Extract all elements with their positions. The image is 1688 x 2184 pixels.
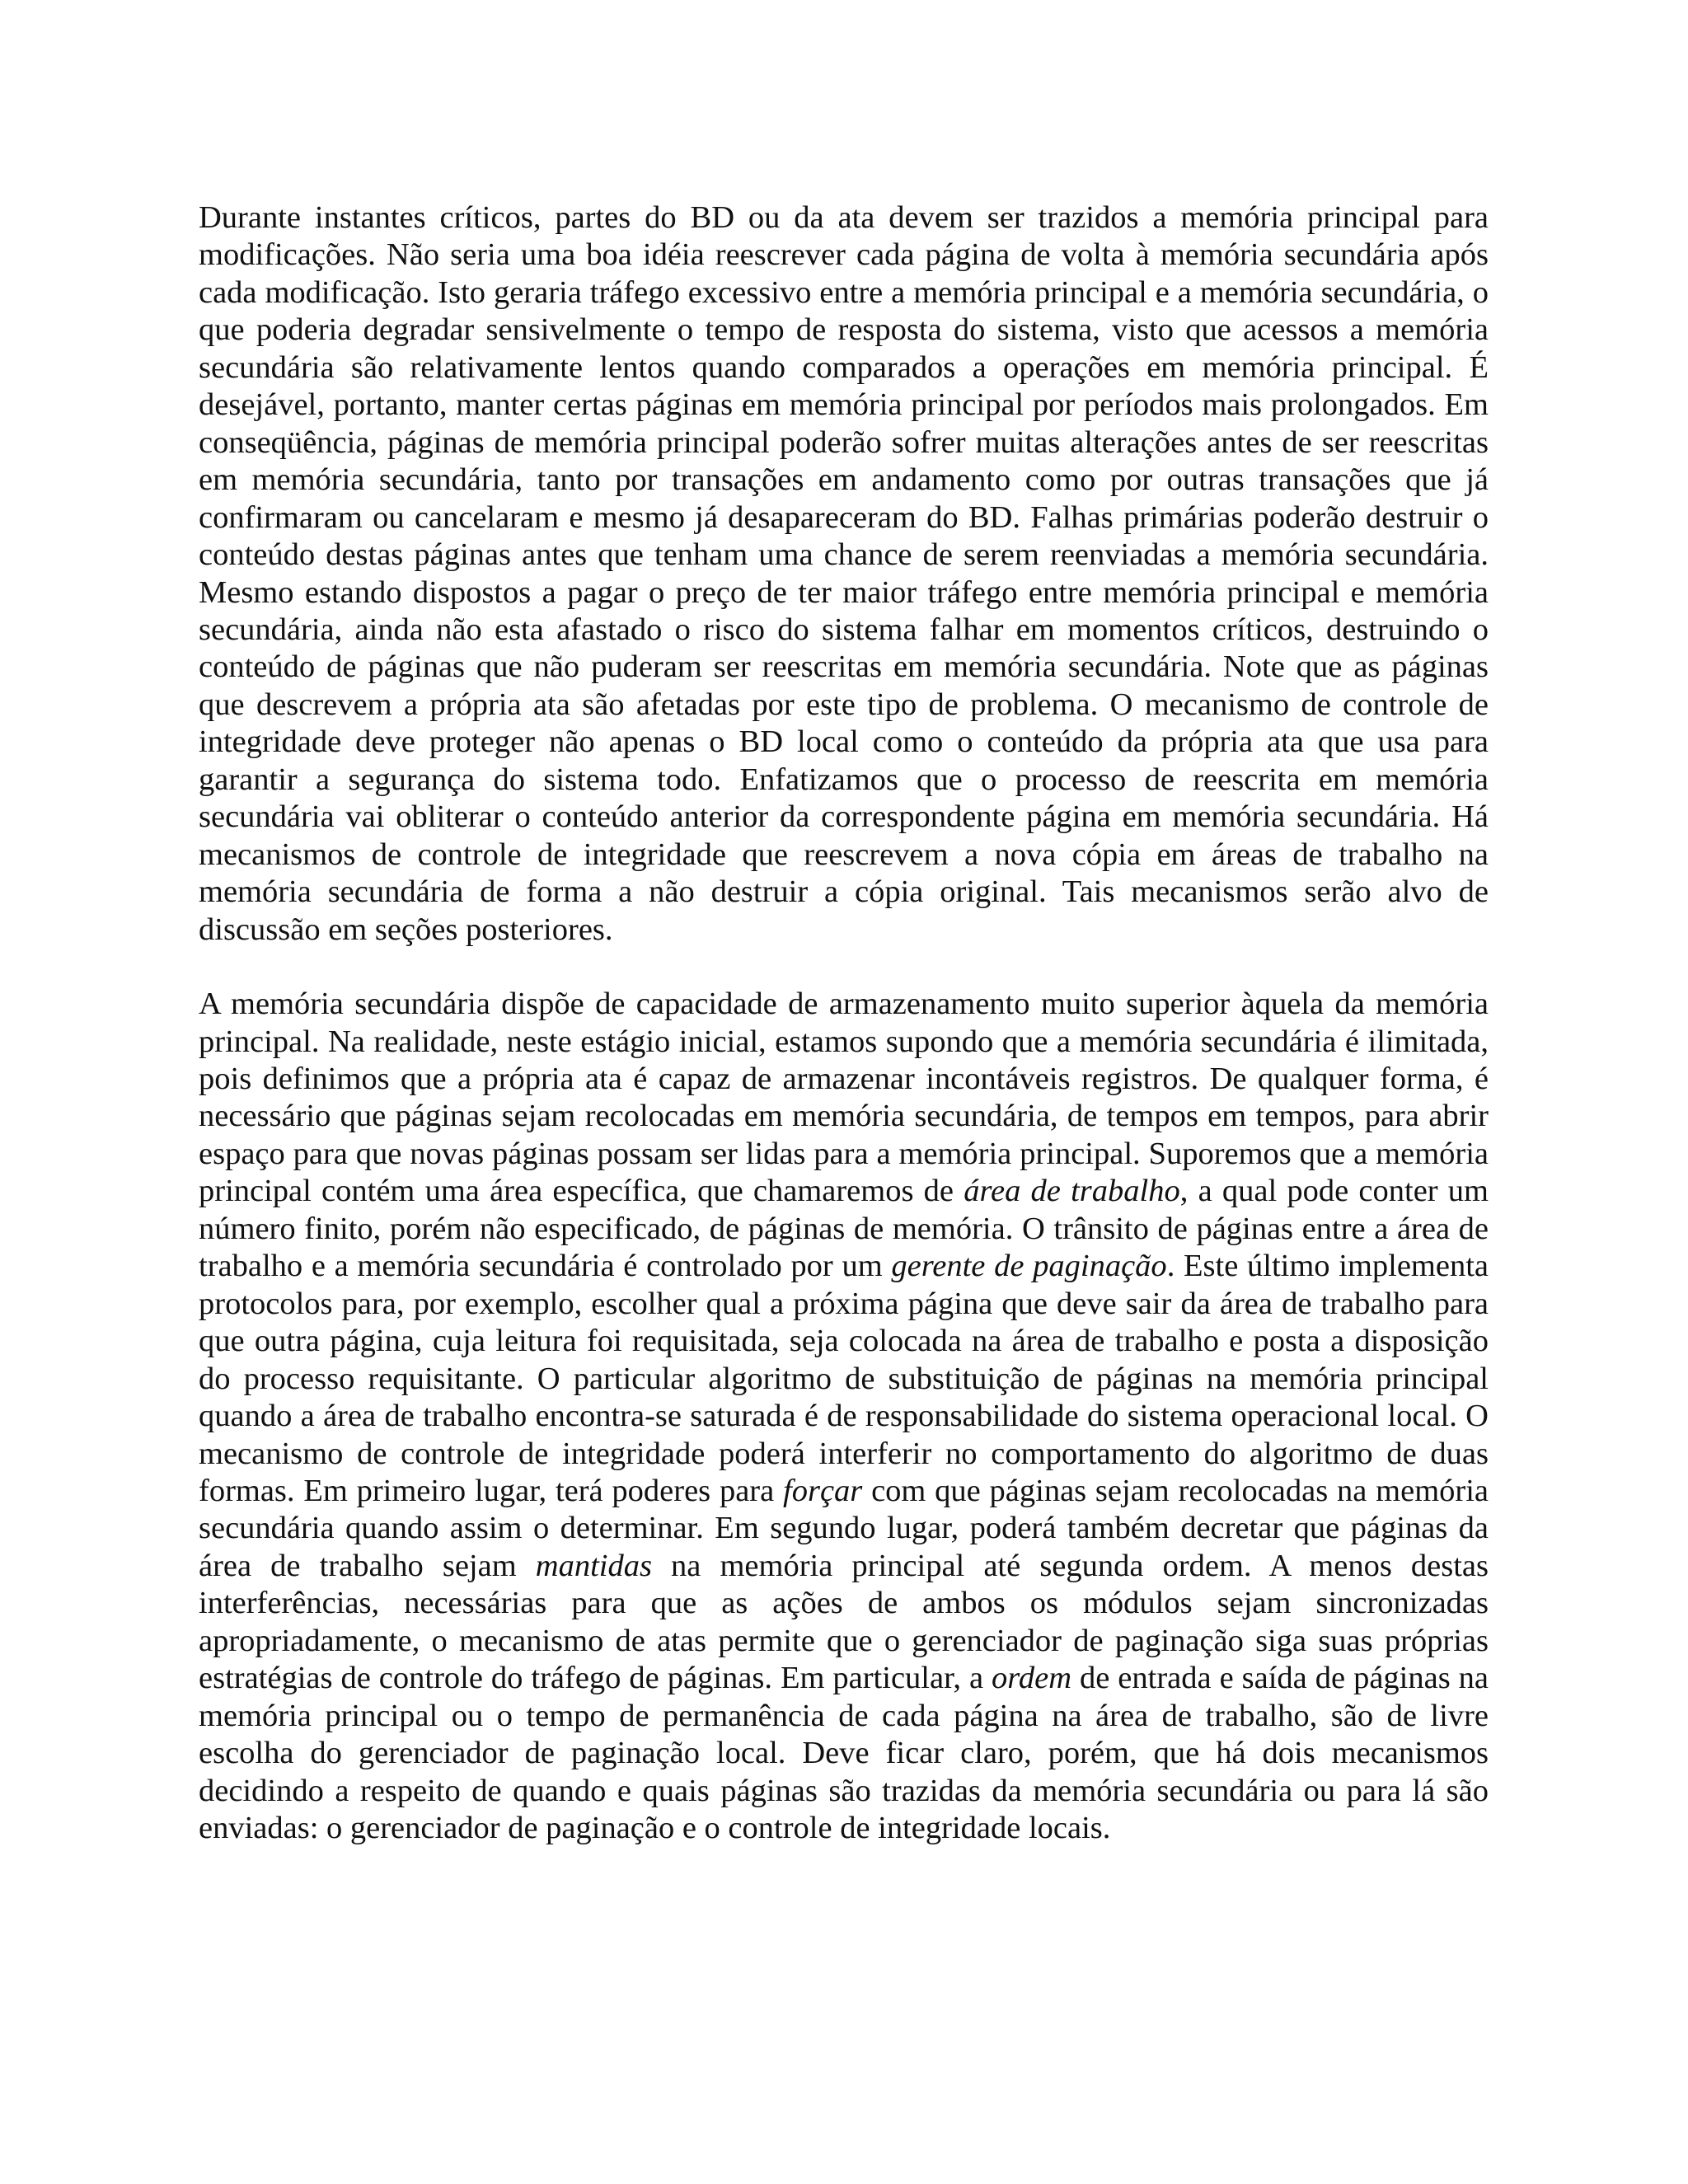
text-run: Durante instantes críticos, partes do BD ou da ata devem ser trazidos a memória principal para modificações. Não seria uma boa idéia reescrever cada página de volta à memória secundária após cada modificação. Isto geraria tráfego excessivo entre a memória principal e a memória secundária, o que poderia degradar sensivelmente o tempo de resposta do sistema, visto que acessos a memória secundária são relativamente lentos quando comparados a operações em memória principal. É desejável, portanto, manter certas páginas em memória principal por períodos mais prolongados. Em conseqüência, páginas de memória principal poderão sofrer muitas alterações antes de ser reescritas em memória secundária, tanto por transações em andamento como por outras transações que já confirmaram ou cancelaram e mesmo já desapareceram do BD. Falhas primárias poderão destruir o conteúdo destas páginas antes que tenham uma chance de serem reenviadas a memória secundária. Mesmo estando dispostos a pagar o preço de ter maior tráfego entre memória principal e memória secundária, ainda não esta afastado o risco do sistema falhar em momentos críticos, destruindo o conteúdo de páginas que não puderam ser reescritas em memória secundária. Note que as páginas que descrevem a própria ata são afetadas por este tipo de problema. O mecanismo de controle de integridade deve proteger não apenas o BD local como o conteúdo da própria ata que usa para garantir a segurança do sistema todo. Enfatizamos que o processo de reescrita em memória secundária vai obliterar o conteúdo anterior da correspondente página em memória secundária. Há mecanismos de controle de integridade que reescrevem a nova cópia em áreas de trabalho na memória secundária de forma a não destruir a cópia original. Tais mecanismos serão alvo de discussão em seções posteriores.: [199, 200, 1489, 947]
text-run: na memória principal até segunda ordem. A menos destas interferências, necessárias para que as ações de ambos os módulos sejam sincronizadas apropriadamente, o mecanismo de atas permite que o gerenciador de paginação siga suas próprias estratégias de controle do tráfego de páginas. Em particular, a: [199, 1548, 1489, 1696]
emphasized-term: mantidas: [535, 1548, 652, 1583]
text-run: . Este último implementa protocolos para, por exemplo, escolher qual a próxima página que deve sair da área de trabalho para que outra página, cuja leitura foi requisitada, seja colocada na área de trabalho e posta a disposição do processo requisitante. O particular algoritmo de substituição de páginas na memória principal quando a área de trabalho encontra-se saturada é de responsabilidade do sistema operacional local. O mecanismo de controle de integridade poderá interferir no comportamento do algoritmo de duas formas. Em primeiro lugar, terá poderes para: [199, 1249, 1489, 1508]
paragraph-2: [199, 986, 1489, 1847]
emphasized-term: gerente de paginação: [891, 1249, 1167, 1284]
text-run: de entrada e saída de páginas na memória principal ou o tempo de permanência de cada página na área de trabalho, são de livre escolha do gerenciador de paginação local. Deve ficar claro, porém, que há dois mecanismos decidindo a respeito de quando e quais páginas são trazidas da memória secundária ou para lá são enviadas: o gerenciador de paginação e o controle de integridade locais.: [199, 1661, 1489, 1846]
emphasized-term: área de trabalho: [964, 1174, 1180, 1209]
text-run: , a qual pode conter um número finito, porém não especificado, de páginas de memória. O trânsito de páginas entre a área de trabalho e a memória secundária é controlado por um: [199, 1174, 1489, 1284]
body-text: [199, 199, 1489, 1847]
emphasized-term: ordem: [992, 1661, 1071, 1696]
paragraph-1: [199, 199, 1489, 949]
emphasized-term: forçar: [783, 1473, 863, 1508]
text-run: A memória secundária dispõe de capacidade de armazenamento muito superior àquela da memória principal. Na realidade, neste estágio inicial, estamos supondo que a memória secundária é ilimitada, pois definimos que a própria ata é capaz de armazenar incontáveis registros. De qualquer forma, é necessário que páginas sejam recolocadas em memória secundária, de tempos em tempos, para abrir espaço para que novas páginas possam ser lidas para a memória principal. Suporemos que a memória principal contém uma área específica, que chamaremos de: [199, 987, 1489, 1209]
text-run: com que páginas sejam recolocadas na memória secundária quando assim o determinar. Em segundo lugar, poderá também decretar que páginas da área de trabalho sejam: [199, 1473, 1489, 1583]
